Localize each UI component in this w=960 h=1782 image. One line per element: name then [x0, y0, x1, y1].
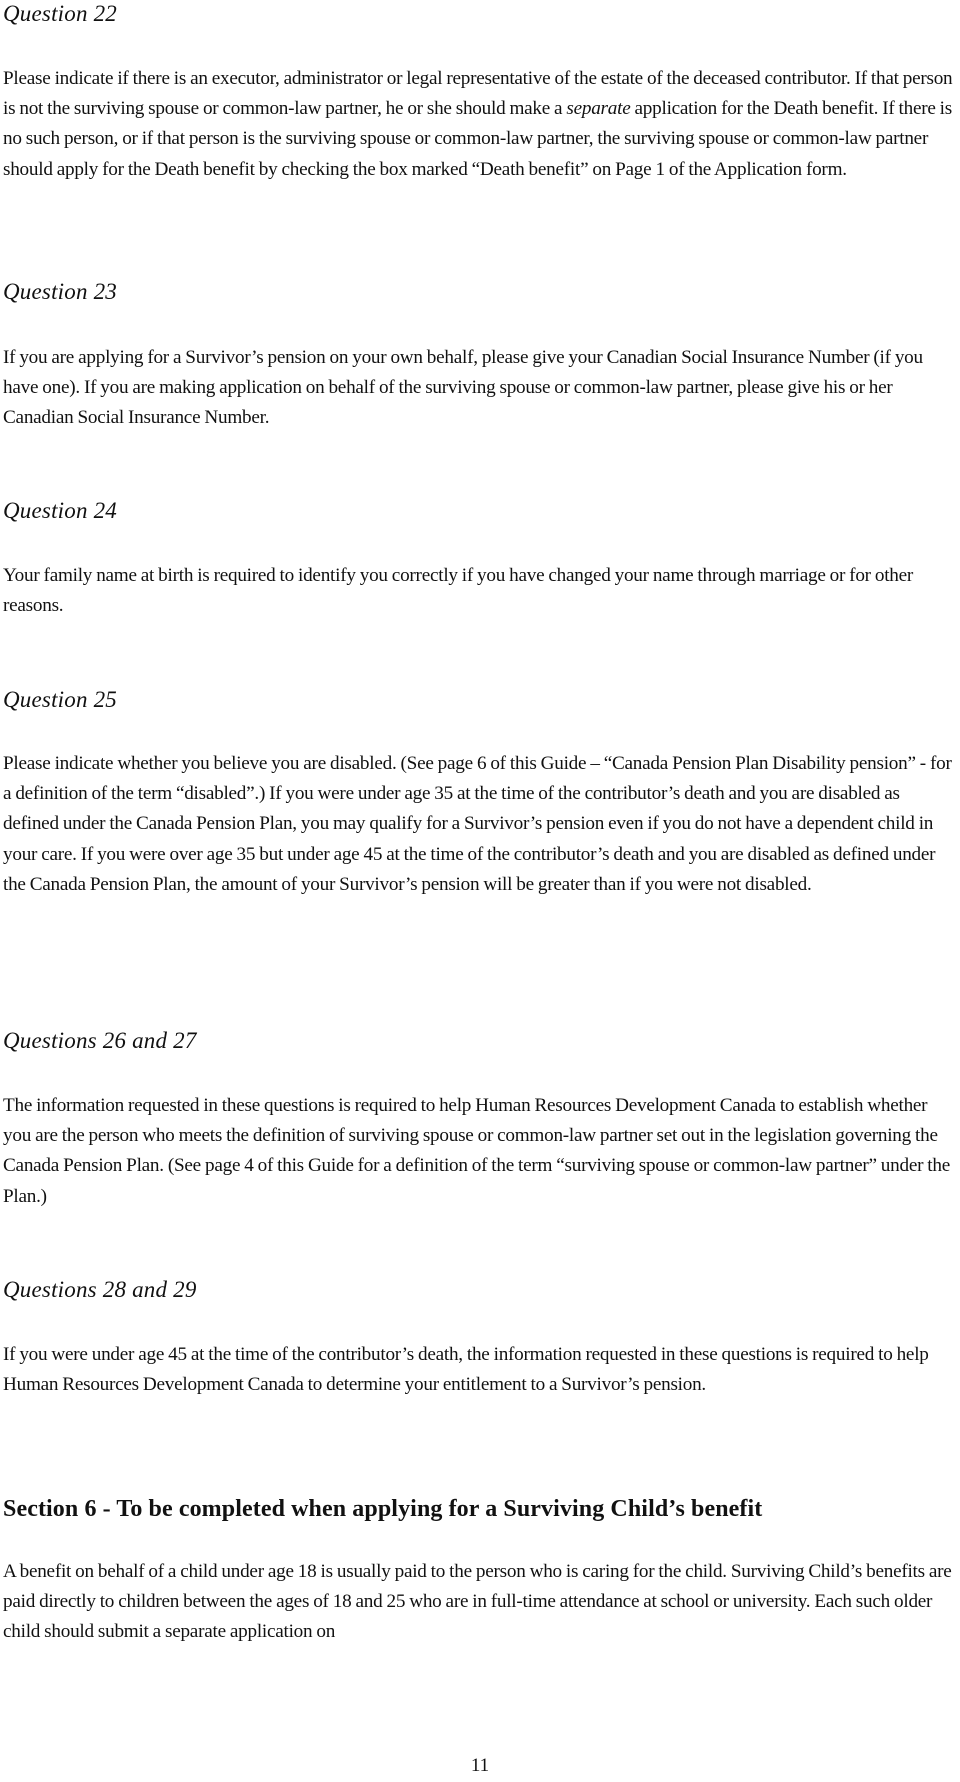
section-6-body	[3, 1557, 958, 1648]
question-22-section	[3, 0, 958, 28]
question-23-body	[3, 343, 958, 434]
question-22-text	[3, 64, 958, 185]
section-6-text: A benefit on behalf of a child under age 18 is usually paid to the person who is caring for the child. Surviving Child’s benefits are paid directly to children between the ages of 18 and 25 who are in full-time attendance at school or university. Each such older child should submit a separate application on	[3, 1561, 952, 1643]
question-23-text: If you are applying for a Survivor’s pension on your own behalf, please give your Canadian Social Insurance Number (if you have one). If you are making application on behalf of the surviving spouse or common-law partner, please give his or her Canadian Social Insurance Number.	[3, 347, 923, 429]
questions-28-29-body	[3, 1340, 958, 1400]
question-25-heading: Question 25	[3, 687, 117, 712]
question-25-text: Please indicate whether you believe you are disabled. (See page 6 of this Guide – “Canada Pension Plan Disability pension” - for a definition of the term “disabled”.) If you were under age 35 at the time of the contributor’s death and you are disabled as defined under the Canada Pension Plan, you may qualify for a Survivor’s pension even if you do not have a dependent child in your care. If you were over age 35 but under age 45 at the time of the contributor’s death and you are disabled as defined under the Canada Pension Plan, the amount of your Survivor’s pension will be greater than if you were not disabled.	[3, 753, 952, 895]
question-22-heading: Question 22	[3, 1, 117, 26]
question-25-body	[3, 749, 958, 900]
question-22-body	[3, 64, 958, 185]
questions-28-29-heading: Questions 28 and 29	[3, 1277, 197, 1302]
page-number: 11	[470, 1755, 490, 1776]
questions-28-29-section	[3, 1276, 958, 1304]
question-24-text: Your family name at birth is required to identify you correctly if you have changed your name through marriage or for other reasons.	[3, 565, 914, 617]
question-24-section	[3, 497, 958, 525]
question-23-heading: Question 23	[3, 279, 117, 304]
questions-28-29-text: If you were under age 45 at the time of the contributor’s death, the information requested in these questions is required to help Human Resources Development Canada to determine your entitlement to a Survivor’s pension.	[3, 1344, 929, 1396]
question-24-heading: Question 24	[3, 498, 117, 523]
questions-26-27-text: The information requested in these questions is required to help Human Resources Development Canada to establish whether you are the person who meets the definition of surviving spouse or common-law partner set out in the legislation governing the Canada Pension Plan. (See page 4 of this Guide for a definition of the term “surviving spouse or common-law partner” under the Plan.)	[3, 1095, 950, 1207]
questions-26-27-heading: Questions 26 and 27	[3, 1028, 197, 1053]
section-6-heading-wrap	[3, 1494, 958, 1524]
section-6-heading: Section 6 - To be completed when applying for a Surviving Child’s benefit	[3, 1496, 763, 1522]
question-22-text-part1: Please indicate if there is an executor, administrator or legal representative of the estate of the deceased contributor. If that person is not the surviving spouse or common-law partner, he or she should make a	[3, 68, 953, 120]
question-22-text-emphasis: separate	[566, 98, 631, 120]
question-24-body	[3, 561, 958, 621]
question-22-text-part2: application for the Death benefit. If there is no such person, or if that person is the surviving spouse or common-law partner, the surviving spouse or common-law partner should apply for the Death benefit by checking the box marked “Death benefit” on Page 1 of the Application form.	[3, 98, 952, 180]
question-23-section	[3, 278, 958, 306]
questions-26-27-body	[3, 1091, 958, 1212]
question-25-section	[3, 686, 958, 714]
questions-26-27-section	[3, 1027, 958, 1055]
